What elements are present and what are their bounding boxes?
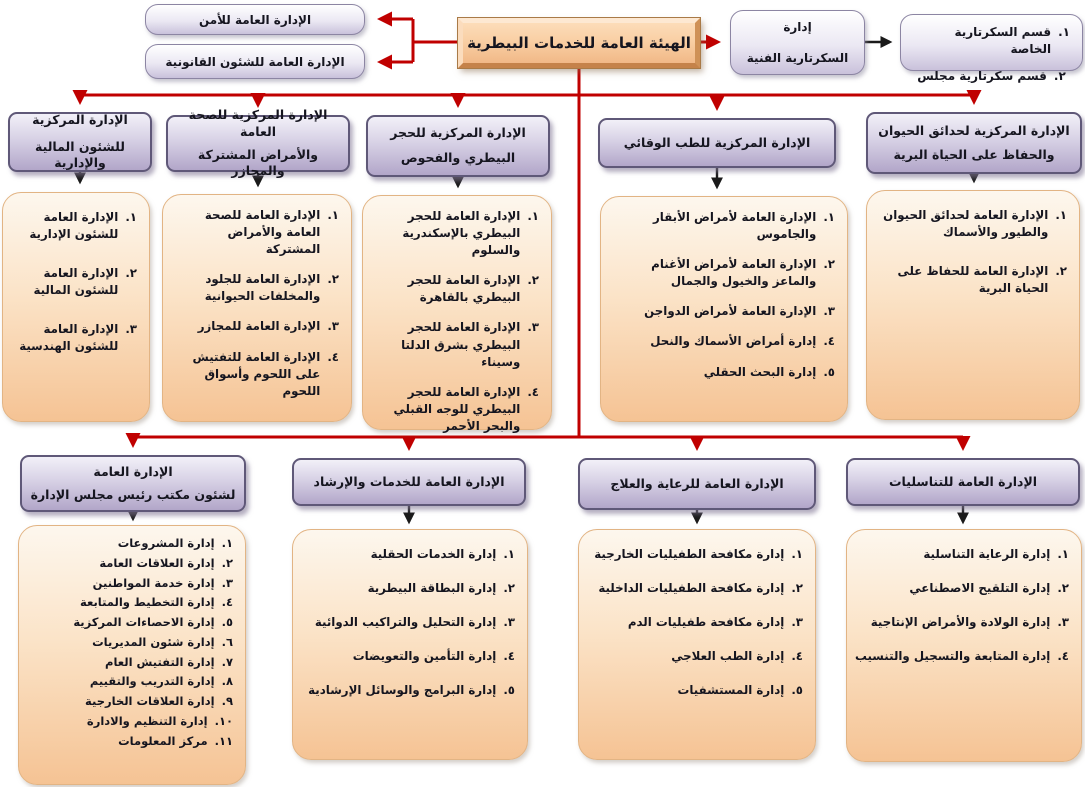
- list-item: [27, 575, 233, 592]
- item-number: ٦.: [221, 634, 233, 649]
- item-number: ٤.: [823, 334, 835, 349]
- header-line: الإدارة المركزية للحجر: [390, 125, 526, 141]
- care-treatment-header: [578, 458, 816, 510]
- item-text: إدارة التنظيم والادارة: [86, 713, 208, 728]
- item-text: الإدارة العامة لأمراض الدواجن: [644, 304, 817, 319]
- header-line: الإدارة المركزية لحدائق الحيوان: [878, 122, 1070, 138]
- list-item: [855, 614, 1069, 631]
- chairman-office-header: [20, 455, 246, 512]
- security-label: الإدارة العامة للأمن: [198, 12, 312, 27]
- item-number: ٣.: [221, 575, 233, 590]
- item-text: الإدارة العامة للحجر البيطري بالإسكندرية والسلوم: [402, 209, 521, 258]
- header-line: البيطري والفحوص: [400, 150, 516, 165]
- item-text: إدارة مكافحة الطفيليات الداخلية: [598, 581, 785, 596]
- reproduction-header: [846, 458, 1080, 506]
- list-item: [27, 713, 233, 730]
- item-number: ٤.: [527, 384, 539, 399]
- item-number: ٥.: [503, 683, 515, 698]
- item-number: ٢.: [527, 273, 539, 288]
- root-title: الهيئة العامة للخدمات البيطرية: [467, 34, 691, 52]
- list-item: [587, 614, 803, 631]
- list-item: [301, 580, 515, 597]
- root-box: [458, 18, 700, 68]
- item-text: الإدارة العامة للشئون الإدارية: [29, 210, 119, 242]
- item-number: ١.: [1058, 25, 1070, 39]
- item-text: إدارة البرامج والوسائل الإرشادية: [308, 683, 497, 698]
- central-admin-zoos-header: [866, 112, 1082, 174]
- financial-list-box: [2, 192, 150, 422]
- header-line: للشئون المالية والإدارية: [35, 138, 125, 171]
- item-text: الإدارة العامة لحدائق الحيوان والطيور والأسماك: [883, 208, 1049, 240]
- services-extension-header: [292, 458, 526, 506]
- item-text: إدارة البطاقة البيطرية: [367, 581, 497, 596]
- list-item: [875, 207, 1067, 241]
- security-box: [145, 4, 365, 35]
- item-number: ٥.: [221, 615, 233, 629]
- item-number: ٢.: [1057, 581, 1069, 596]
- technical-secretariat-box: [730, 10, 865, 75]
- list-item: [27, 654, 233, 671]
- item-number: ٢.: [791, 581, 803, 596]
- item-number: ٣.: [125, 322, 137, 337]
- item-text: الإدارة العامة للجلود والمخلفات الحيوانية: [204, 272, 321, 304]
- reproduction-list-box: [846, 529, 1082, 762]
- list-item: [371, 208, 539, 259]
- list-item: [171, 207, 339, 258]
- list-item: [11, 209, 137, 243]
- central-admin-preventive-header: [598, 118, 836, 168]
- list-item: [587, 682, 803, 699]
- item-text: إدارة التفتيش العام: [105, 654, 215, 669]
- list-item: [11, 265, 137, 299]
- item-text: إدارة الطب العلاجي: [671, 649, 785, 664]
- header-line: الإدارة المركزية: [32, 111, 128, 127]
- header-line: والحفاظ على الحياة البرية: [893, 146, 1055, 162]
- item-text: إدارة خدمة المواطنين: [92, 575, 215, 590]
- header-line: الإدارة العامة للتناسليات: [888, 473, 1038, 489]
- item-text: إدارة المتابعة والتسجيل والتنسيب: [855, 649, 1051, 664]
- item-number: ١.: [327, 208, 339, 222]
- technical-secretariat-line1: إدارة: [783, 20, 812, 34]
- central-admin-health-header: [166, 106, 350, 179]
- list-item: [27, 555, 233, 572]
- list-item: [855, 648, 1069, 665]
- item-number: ٩.: [221, 694, 233, 708]
- item-text: إدارة مكافحة الطفيليات الخارجية: [594, 547, 785, 561]
- technical-secretariat-line2: السكرتارية الفنية: [746, 51, 849, 65]
- list-item: [171, 318, 339, 335]
- header-line: والأمراض المشتركة والمجازر: [197, 146, 319, 179]
- item-number: ١.: [823, 210, 835, 224]
- item-text: إدارة المستشفيات: [677, 683, 785, 698]
- item-number: ٤.: [1057, 649, 1069, 664]
- header-line: الإدارة العامة للخدمات والإرشاد: [313, 473, 505, 489]
- item-text: الإدارة العامة للصحة العامة والأمراض المشتركة: [204, 208, 321, 257]
- list-item: [609, 333, 835, 350]
- item-text: إدارة مكافحة طفيليات الدم: [627, 615, 785, 630]
- item-number: ٤.: [327, 349, 339, 364]
- header-line: الإدارة المركزية للطب الوقائي: [623, 134, 811, 150]
- list-item: [855, 580, 1069, 597]
- list-item: [587, 546, 803, 563]
- list-item: [609, 209, 835, 243]
- item-number: ١١.: [214, 733, 233, 748]
- list-item: [27, 535, 233, 552]
- item-text: إدارة العلاقات العامة: [99, 555, 215, 570]
- item-number: ١.: [1055, 208, 1067, 222]
- item-number: ٢.: [221, 555, 233, 570]
- item-text: إدارة التأمين والتعويضات: [352, 649, 497, 664]
- quarantine-list-box: [362, 195, 552, 433]
- item-text: إدارة البحث الحقلي: [703, 364, 817, 379]
- list-item: [301, 614, 515, 631]
- item-number: ٣.: [527, 320, 539, 335]
- list-item: [587, 648, 803, 665]
- item-number: ١.: [527, 209, 539, 223]
- list-item: [855, 546, 1069, 563]
- list-item: [171, 271, 339, 305]
- item-number: ٣.: [1057, 615, 1069, 630]
- central-admin-quarantine-header: [366, 115, 550, 177]
- item-text: إدارة الاحصاءات المركزية: [73, 615, 215, 629]
- item-number: ٤.: [503, 649, 515, 664]
- secretariat-departments-box: [900, 14, 1083, 83]
- care-list-box: [578, 529, 816, 760]
- list-item: [27, 594, 233, 611]
- list-item: [27, 693, 233, 710]
- item-text: إدارة شئون المديريات: [92, 634, 215, 649]
- item-number: ١.: [791, 547, 803, 561]
- item-text: إدارة التحليل والتراكيب الدوائية: [314, 615, 497, 630]
- list-item: [27, 634, 233, 651]
- item-text: مركز المعلومات: [118, 733, 208, 748]
- item-number: ١.: [1057, 547, 1069, 561]
- list-item: [301, 546, 515, 563]
- item-number: ٣.: [503, 615, 515, 630]
- item-number: ٢.: [1055, 264, 1067, 279]
- list-item: [609, 256, 835, 290]
- item-text: إدارة التدريب والتقييم: [89, 674, 215, 689]
- item-text: الإدارة العامة لأمراض الأغنام والماعز والخيول والجمال: [651, 257, 817, 289]
- item-number: ١.: [221, 536, 233, 550]
- item-number: ٢.: [125, 266, 137, 281]
- list-item: [11, 321, 137, 355]
- item-text: إدارة التخطيط والمتابعة: [80, 595, 215, 610]
- item-number: ٢.: [1053, 68, 1066, 83]
- legal-affairs-box: [145, 44, 365, 79]
- item-text: إدارة أمراض الأسماك والنحل: [650, 334, 817, 349]
- header-line: الإدارة العامة للرعاية والعلاج: [610, 475, 784, 491]
- item-text: الإدارة العامة للحفاظ على الحياة البرية: [897, 264, 1049, 296]
- header-line: الإدارة العامة: [93, 463, 173, 479]
- item-text: إدارة الولادة والأمراض الإنتاجية: [870, 615, 1051, 630]
- item-text: الإدارة العامة للمجازر: [197, 319, 321, 334]
- list-item: [27, 614, 233, 631]
- item-text: الإدارة العامة لأمراض الأبقار والجاموس: [652, 210, 817, 242]
- item-number: ٤.: [791, 649, 803, 664]
- list-item: [371, 272, 539, 306]
- header-line: الإدارة المركزية للصحة العامة: [188, 106, 328, 139]
- list-item: [917, 68, 1066, 85]
- item-number: ٥.: [823, 364, 835, 379]
- list-item: [587, 580, 803, 597]
- item-text: الإدارة العامة للشئون المالية: [33, 266, 119, 298]
- list-item: [609, 303, 835, 320]
- item-text: إدارة التلقيح الاصطناعي: [909, 581, 1051, 596]
- item-number: ٣.: [791, 615, 803, 630]
- list-item: [27, 673, 233, 690]
- item-text: إدارة المشروعات: [117, 536, 215, 550]
- zoos-list-box: [866, 190, 1080, 420]
- item-text: إدارة الخدمات الحقلية: [370, 547, 497, 561]
- item-number: ١.: [125, 210, 137, 224]
- item-text: إدارة العلاقات الخارجية: [85, 694, 215, 708]
- item-number: ٢.: [823, 257, 835, 272]
- list-item: [301, 682, 515, 699]
- item-number: ٥.: [791, 683, 803, 698]
- list-item: [609, 364, 835, 381]
- list-item: [875, 263, 1067, 297]
- item-text: الإدارة العامة للحجر البيطري للوجه القبلي والبحر الأحمر: [393, 384, 521, 433]
- list-item: [371, 384, 539, 435]
- item-text: الإدارة العامة للشئون الهندسية: [19, 322, 119, 354]
- item-text: الإدارة العامة للحجر البيطري بشرق الدلتا وسيناء: [401, 320, 521, 369]
- preventive-list-box: [600, 196, 848, 422]
- item-number: ٧.: [221, 654, 233, 669]
- item-number: ٤.: [221, 595, 233, 610]
- chairman-office-list-box: [18, 525, 246, 785]
- item-number: ١.: [503, 547, 515, 561]
- list-item: [27, 733, 233, 750]
- item-number: ١٠.: [214, 713, 233, 728]
- item-text: قسم السكرتارية الخاصة: [954, 25, 1052, 57]
- item-text: قسم سكرتارية مجلس: [917, 68, 1047, 83]
- header-line: لشئون مكتب رئيس مجلس الإدارة: [30, 486, 236, 502]
- services-list-box: [292, 529, 528, 760]
- item-number: ٨.: [221, 674, 233, 689]
- item-number: ٢.: [327, 272, 339, 287]
- legal-affairs-label: الإدارة العامة للشئون القانونية: [165, 54, 345, 69]
- item-number: ٣.: [823, 304, 835, 319]
- item-text: إدارة الرعاية التناسلية: [923, 547, 1051, 561]
- list-item: [301, 648, 515, 665]
- item-number: ٢.: [503, 581, 515, 596]
- item-text: الإدارة العامة للحجر البيطري بالقاهرة: [407, 273, 521, 305]
- list-item: [171, 349, 339, 400]
- list-item: [371, 319, 539, 370]
- health-list-box: [162, 194, 352, 422]
- central-admin-financial-header: [8, 112, 152, 172]
- item-number: ٣.: [327, 319, 339, 334]
- item-text: الإدارة العامة للتفتيش على اللحوم وأسواق اللحوم: [192, 349, 321, 398]
- list-item: [913, 24, 1070, 59]
